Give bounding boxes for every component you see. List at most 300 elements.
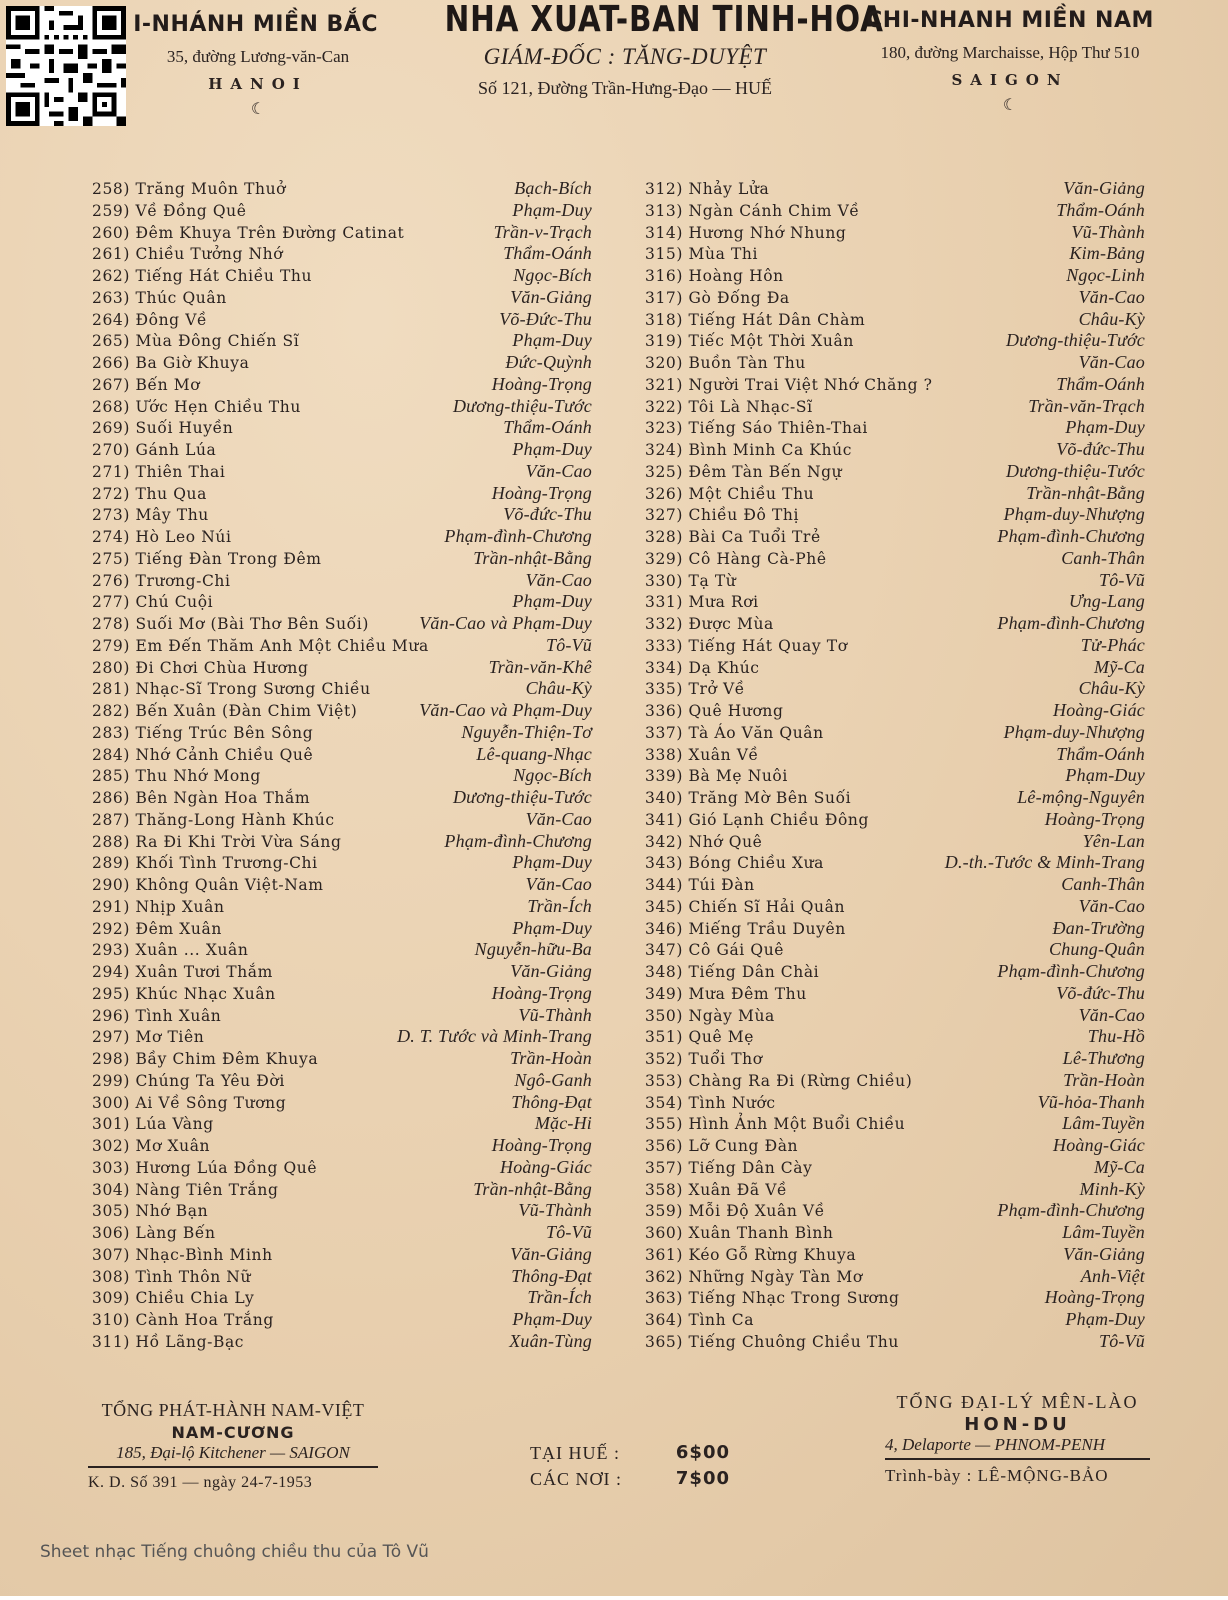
song-author: Thu-Hồ xyxy=(1087,1026,1145,1047)
song-title: 278) Suối Mơ (Bài Thơ Bên Suối) xyxy=(92,615,369,633)
song-title: 328) Bài Ca Tuổi Trẻ xyxy=(645,528,821,546)
song-title: 321) Người Trai Việt Nhớ Chăng ? xyxy=(645,375,933,394)
song-row xyxy=(645,417,1145,439)
song-title: 310) Cành Hoa Trắng xyxy=(92,1311,274,1329)
song-title: 330) Tạ Từ xyxy=(645,571,737,590)
song-author: Võ-Đức-Thu xyxy=(499,308,592,329)
song-author: Hoàng-Trọng xyxy=(491,373,592,394)
song-author: Mỹ-Ca xyxy=(1094,656,1145,677)
song-title: 309) Chiều Chia Ly xyxy=(92,1289,255,1308)
song-author: Phạm-Duy xyxy=(1065,417,1145,438)
song-title: 308) Tình Thôn Nữ xyxy=(92,1267,252,1286)
song-title: 271) Thiên Thai xyxy=(92,462,226,481)
song-row xyxy=(645,613,1145,635)
song-title: 358) Xuân Đã Về xyxy=(645,1180,788,1199)
song-author: Minh-Kỳ xyxy=(1079,1178,1145,1199)
song-title: 305) Nhớ Bạn xyxy=(92,1202,209,1221)
song-author: Trần-Hoàn xyxy=(1063,1069,1145,1090)
song-title: 285) Thu Nhớ Mong xyxy=(92,767,261,786)
song-author: Phạm-đình-Chương xyxy=(444,526,592,546)
song-row xyxy=(92,939,592,961)
song-row xyxy=(92,635,592,657)
song-author: Phạm-Duy xyxy=(512,591,592,612)
song-row xyxy=(645,678,1145,700)
song-row xyxy=(645,439,1145,461)
song-author: Phạm-Duy xyxy=(1065,1309,1145,1329)
song-row xyxy=(92,983,592,1005)
song-row xyxy=(645,722,1145,744)
distributor-block xyxy=(88,1400,378,1492)
song-title: 315) Mùa Thi xyxy=(645,245,759,264)
song-author: Văn-Giảng xyxy=(510,286,592,307)
song-row xyxy=(645,896,1145,918)
qr-code[interactable] xyxy=(6,6,126,126)
song-title: 282) Bến Xuân (Đàn Chim Việt) xyxy=(92,702,358,720)
song-row xyxy=(92,1200,592,1222)
song-row xyxy=(92,722,592,744)
song-title: 337) Tà Áo Văn Quân xyxy=(645,723,824,742)
agent-block xyxy=(885,1392,1150,1486)
song-title: 266) Ba Giờ Khuya xyxy=(92,354,250,372)
song-author: Văn-Cao xyxy=(1078,286,1145,307)
song-title: 344) Túi Đàn xyxy=(645,876,755,894)
song-title: 273) Mây Thu xyxy=(92,506,209,525)
song-author: Phạm-đình-Chương xyxy=(997,613,1145,633)
song-author: Châu-Kỳ xyxy=(525,678,592,699)
song-title: 346) Miếng Trầu Duyên xyxy=(645,919,846,938)
song-author: Hoàng-Trọng xyxy=(491,1135,592,1155)
song-title: 350) Ngày Mùa xyxy=(645,1006,775,1025)
song-row xyxy=(645,287,1145,309)
song-title: 311) Hồ Lãng-Bạc xyxy=(92,1332,245,1351)
song-row xyxy=(645,178,1145,200)
song-title: 353) Chàng Ra Đi (Rừng Chiều) xyxy=(645,1071,913,1090)
song-author: Đức-Quỳnh xyxy=(505,352,592,372)
song-row xyxy=(92,287,592,309)
crescent-icon: ☾ xyxy=(250,99,266,118)
song-title: 336) Quê Hương xyxy=(645,702,784,720)
song-author: Nguyễn-Thiện-Tơ xyxy=(461,721,592,742)
song-author: Vũ-Thành xyxy=(518,1200,592,1221)
song-row xyxy=(92,1309,592,1331)
song-title: 288) Ra Đi Khi Trời Vừa Sáng xyxy=(92,832,342,851)
song-title: 365) Tiếng Chuông Chiều Thu xyxy=(645,1332,899,1351)
song-title: 341) Gió Lạnh Chiều Đông xyxy=(645,810,869,829)
song-row xyxy=(92,613,592,635)
song-author: Ngô-Ganh xyxy=(514,1069,592,1090)
song-title: 326) Một Chiều Thu xyxy=(645,484,815,503)
song-author: Văn-Cao xyxy=(525,808,592,829)
song-title: 348) Tiếng Dân Chài xyxy=(645,963,820,981)
song-row xyxy=(645,1135,1145,1157)
song-title: 338) Xuân Về xyxy=(645,745,759,764)
song-author: Thẩm-Oánh xyxy=(1056,199,1145,220)
song-title: 316) Hoàng Hôn xyxy=(645,267,784,285)
price-value: 6$00 xyxy=(675,1442,730,1463)
song-author: Trần-Ích xyxy=(527,1287,592,1308)
song-row xyxy=(645,1113,1145,1135)
song-author: Thẩm-Oánh xyxy=(1056,373,1145,394)
song-author: Trần-nhật-Bằng xyxy=(473,1178,592,1199)
song-row xyxy=(92,765,592,787)
song-row xyxy=(645,200,1145,222)
song-row xyxy=(92,591,592,613)
song-title: 342) Nhớ Quê xyxy=(645,832,763,851)
song-title: 279) Em Đến Thăm Anh Một Chiều Mưa xyxy=(92,636,429,655)
song-author: Lê-mộng-Nguyên xyxy=(1017,787,1145,807)
song-title: 281) Nhạc-Sĩ Trong Sương Chiều xyxy=(92,680,371,699)
south-branch-title: CHI-NHANH MIỀN NAM xyxy=(866,8,1154,33)
song-row xyxy=(92,918,592,940)
song-title: 276) Trương-Chi xyxy=(92,571,231,590)
song-title: 335) Trở Về xyxy=(645,680,745,699)
song-row xyxy=(645,1331,1145,1353)
distributor-heading: TỔNG PHÁT-HÀNH NAM-VIỆT xyxy=(101,1400,365,1420)
song-author: Hoàng-Trọng xyxy=(491,482,592,503)
song-row xyxy=(92,200,592,222)
song-row xyxy=(645,483,1145,505)
song-title: 325) Đêm Tàn Bến Ngự xyxy=(645,462,843,481)
song-row xyxy=(645,1179,1145,1201)
song-author: Vũ-Thành xyxy=(518,1004,592,1025)
song-row xyxy=(645,831,1145,853)
song-title: 318) Tiếng Hát Dân Chàm xyxy=(645,310,866,329)
license-line: K. D. Số 391 — ngày 24-7-1953 xyxy=(88,1474,313,1491)
song-author: Ngọc-Linh xyxy=(1066,265,1145,285)
song-author: Nguyễn-hữu-Ba xyxy=(474,939,592,960)
song-author: Dương-thiệu-Tước xyxy=(452,395,592,416)
bottom-border xyxy=(0,1596,1228,1600)
song-author: Anh-Việt xyxy=(1080,1265,1145,1286)
song-title: 352) Tuổi Thơ xyxy=(645,1050,763,1068)
song-author: Chung-Quân xyxy=(1049,939,1145,960)
song-author: Hoàng-Trọng xyxy=(1044,1287,1145,1308)
song-author: Ngọc-Bích xyxy=(513,765,592,786)
song-title: 324) Bình Minh Ca Khúc xyxy=(645,441,852,459)
agent-heading: TỔNG ĐẠI-LÝ MÊN-LÀO xyxy=(896,1392,1139,1412)
song-title: 303) Hương Lúa Đồng Quê xyxy=(92,1158,318,1177)
song-title: 329) Cô Hàng Cà-Phê xyxy=(645,549,827,568)
song-title: 302) Mơ Xuân xyxy=(92,1137,211,1155)
song-row xyxy=(92,1244,592,1266)
song-title: 320) Buồn Tàn Thu xyxy=(645,354,806,372)
song-author: Phạm-đình-Chương xyxy=(997,1200,1145,1221)
song-title: 297) Mơ Tiên xyxy=(92,1028,205,1047)
song-author: Canh-Thân xyxy=(1061,547,1145,568)
song-row xyxy=(645,809,1145,831)
song-author: Châu-Kỳ xyxy=(1078,678,1145,699)
song-row xyxy=(92,1005,592,1027)
song-row xyxy=(645,222,1145,244)
song-author: Phạm-Duy xyxy=(512,1309,592,1329)
song-title: 312) Nhảy Lửa xyxy=(645,180,770,198)
song-author: Mặc-Hi xyxy=(534,1113,592,1134)
song-author: Vũ-Thành xyxy=(1071,221,1145,242)
song-author: Dương-thiệu-Tước xyxy=(1005,460,1145,481)
song-author: Hoàng-Giác xyxy=(1053,1135,1145,1155)
song-author: Hoàng-Trọng xyxy=(1044,808,1145,829)
song-row xyxy=(92,1092,592,1114)
song-row xyxy=(645,939,1145,961)
song-row xyxy=(645,852,1145,874)
song-author: Lê-Thương xyxy=(1062,1048,1145,1068)
song-list-left xyxy=(92,178,592,1353)
song-row xyxy=(92,1331,592,1353)
song-list-right xyxy=(645,178,1145,1353)
song-author: Tử-Phác xyxy=(1080,634,1145,655)
song-row xyxy=(92,243,592,265)
song-title: 351) Quê Mẹ xyxy=(645,1028,754,1047)
south-branch-block xyxy=(850,8,1170,114)
song-row xyxy=(92,178,592,200)
song-row xyxy=(92,809,592,831)
song-row xyxy=(645,1222,1145,1244)
song-row xyxy=(92,309,592,331)
song-title: 313) Ngàn Cánh Chim Về xyxy=(645,201,860,220)
song-author: Văn-Cao và Phạm-Duy xyxy=(419,700,592,720)
song-author: Tô-Vũ xyxy=(546,1222,592,1242)
song-title: 265) Mùa Đông Chiến Sĩ xyxy=(92,332,300,351)
song-row xyxy=(645,396,1145,418)
song-row xyxy=(645,765,1145,787)
song-author: Đan-Trường xyxy=(1052,917,1145,938)
song-row xyxy=(645,330,1145,352)
song-title: 280) Đi Chơi Chùa Hương xyxy=(92,658,309,677)
song-title: 301) Lúa Vàng xyxy=(92,1115,214,1134)
song-title: 264) Đông Về xyxy=(92,310,208,329)
song-title: 286) Bên Ngàn Hoa Thắm xyxy=(92,789,311,807)
song-title: 345) Chiến Sĩ Hải Quân xyxy=(645,897,846,916)
song-author: Văn-Giảng xyxy=(1063,1243,1145,1264)
song-author: Văn-Cao xyxy=(525,460,592,481)
song-title: 300) Ai Về Sông Tương xyxy=(92,1093,287,1112)
song-row xyxy=(92,1135,592,1157)
song-row xyxy=(92,352,592,374)
song-author: Phạm-Duy xyxy=(512,917,592,938)
song-row xyxy=(645,352,1145,374)
song-row xyxy=(645,591,1145,613)
song-author: Phạm-đình-Chương xyxy=(997,961,1145,981)
song-title: 270) Gánh Lúa xyxy=(92,441,217,459)
song-title: 258) Trăng Muôn Thuở xyxy=(92,180,287,198)
song-title: 277) Chú Cuội xyxy=(92,593,214,612)
song-author: Văn-Cao và Phạm-Duy xyxy=(419,613,592,633)
song-title: 292) Đêm Xuân xyxy=(92,919,222,938)
song-row xyxy=(645,1200,1145,1222)
song-author: Võ-đức-Thu xyxy=(503,504,592,525)
song-title: 361) Kéo Gỗ Rừng Khuya xyxy=(645,1245,857,1264)
song-author: Văn-Giảng xyxy=(1063,178,1145,198)
song-row xyxy=(92,265,592,287)
song-row xyxy=(92,396,592,418)
song-author: Kim-Bảng xyxy=(1069,243,1145,264)
song-row xyxy=(645,744,1145,766)
song-row xyxy=(92,1157,592,1179)
director-line: GIÁM-ĐỐC : TĂNG-DUYỆT xyxy=(483,44,767,69)
song-row xyxy=(645,265,1145,287)
song-row xyxy=(92,1070,592,1092)
song-title: 356) Lỡ Cung Đàn xyxy=(645,1137,799,1155)
song-row xyxy=(645,526,1145,548)
song-author: Vũ-hỏa-Thanh xyxy=(1037,1091,1145,1112)
song-row xyxy=(645,787,1145,809)
song-title: 272) Thu Qua xyxy=(92,484,207,503)
price-value: 7$00 xyxy=(675,1468,730,1489)
song-author: Xuân-Tùng xyxy=(509,1330,592,1351)
song-row xyxy=(645,570,1145,592)
song-row xyxy=(92,570,592,592)
song-author: Văn-Cao xyxy=(525,569,592,590)
song-author: Văn-Cao xyxy=(525,874,592,894)
north-branch-title: I-NHÁNH MIỀN BẮC xyxy=(133,12,378,37)
song-author: Lâm-Tuyền xyxy=(1062,1222,1145,1242)
song-title: 354) Tình Nước xyxy=(645,1093,776,1112)
publisher-address: Số 121, Đường Trần-Hưng-Đạo — HUẾ xyxy=(477,78,773,98)
song-title: 262) Tiếng Hát Chiều Thu xyxy=(92,267,313,285)
price-row-hue xyxy=(530,1440,730,1466)
song-author: Ngọc-Bích xyxy=(513,265,592,285)
song-title: 343) Bóng Chiều Xưa xyxy=(645,854,825,873)
song-title: 357) Tiếng Dân Cày xyxy=(645,1158,813,1177)
song-row xyxy=(92,439,592,461)
song-row xyxy=(645,461,1145,483)
song-title: 269) Suối Huyền xyxy=(92,419,234,438)
song-row xyxy=(92,852,592,874)
song-author: Châu-Kỳ xyxy=(1078,308,1145,329)
crescent-icon: ☾ xyxy=(1002,95,1018,114)
song-author: Phạm-đình-Chương xyxy=(444,830,592,851)
song-row xyxy=(645,374,1145,396)
song-author: Thẩm-Oánh xyxy=(503,417,592,438)
song-row xyxy=(92,744,592,766)
song-row xyxy=(92,1179,592,1201)
song-row xyxy=(92,504,592,526)
song-author: Văn-Cao xyxy=(1078,1004,1145,1025)
song-title: 289) Khối Tình Trương-Chi xyxy=(92,854,318,873)
image-caption: Sheet nhạc Tiếng chuông chiều thu của Tô Vũ xyxy=(40,1542,429,1562)
song-author: Phạm-Duy xyxy=(512,852,592,873)
price-label: CÁC NƠI : xyxy=(530,1469,623,1489)
song-author: Tô-Vũ xyxy=(546,634,592,655)
song-row xyxy=(645,1005,1145,1027)
song-row xyxy=(645,1309,1145,1331)
north-branch-address: 35, đường Lương-văn-Can xyxy=(166,47,350,66)
song-title: 322) Tôi Là Nhạc-Sĩ xyxy=(645,397,813,416)
song-row xyxy=(92,1222,592,1244)
price-block xyxy=(530,1440,730,1492)
song-author: Lâm-Tuyền xyxy=(1062,1113,1145,1134)
song-author: Phạm-duy-Nhượng xyxy=(1003,721,1145,742)
song-title: 263) Thúc Quân xyxy=(92,288,227,307)
song-row xyxy=(645,657,1145,679)
song-row xyxy=(92,1266,592,1288)
song-row xyxy=(92,483,592,505)
song-title: 363) Tiếng Nhạc Trong Sương xyxy=(645,1289,900,1308)
song-author: Văn-Cao xyxy=(1078,895,1145,916)
song-author: Tô-Vũ xyxy=(1099,1330,1145,1351)
song-author: D.-th.-Tước & Minh-Trang xyxy=(944,852,1145,873)
publisher-name: NHA XUAT-BAN TINH-HOA xyxy=(444,0,884,40)
song-row xyxy=(92,678,592,700)
song-title: 260) Đêm Khuya Trên Đường Catinat xyxy=(92,223,405,242)
song-row xyxy=(645,635,1145,657)
song-title: 339) Bà Mẹ Nuôi xyxy=(645,767,788,786)
song-author: Hoàng-Trọng xyxy=(491,982,592,1003)
song-row xyxy=(645,1026,1145,1048)
song-title: 298) Bầy Chim Đêm Khuya xyxy=(92,1050,319,1068)
song-title: 334) Dạ Khúc xyxy=(645,658,760,677)
song-title: 283) Tiếng Trúc Bên Sông xyxy=(92,723,314,742)
song-title: 268) Ước Hẹn Chiều Thu xyxy=(92,397,301,416)
song-author: Hoàng-Giác xyxy=(500,1156,592,1177)
north-branch-city: HANOI xyxy=(208,75,308,93)
song-author: Võ-đức-Thu xyxy=(1056,439,1145,459)
song-row xyxy=(92,548,592,570)
song-title: 294) Xuân Tươi Thắm xyxy=(92,963,273,981)
song-title: 323) Tiếng Sáo Thiên-Thai xyxy=(645,419,868,438)
song-row xyxy=(92,374,592,396)
song-title: 290) Không Quân Việt-Nam xyxy=(92,876,324,894)
song-title: 267) Bến Mơ xyxy=(92,375,201,394)
song-row xyxy=(92,526,592,548)
qr-code-icon xyxy=(6,6,126,126)
song-row xyxy=(92,657,592,679)
agent-address: 4, Delaporte — PHNOM-PENH xyxy=(885,1435,1150,1460)
song-row xyxy=(645,1092,1145,1114)
song-title: 293) Xuân ... Xuân xyxy=(92,941,249,960)
song-row xyxy=(645,548,1145,570)
song-title: 306) Làng Bến xyxy=(92,1224,216,1242)
song-row xyxy=(645,309,1145,331)
song-author: Trần-văn-Trạch xyxy=(1028,395,1145,416)
song-row xyxy=(92,896,592,918)
song-author: Dương-thiệu-Tước xyxy=(1005,330,1145,351)
song-row xyxy=(92,874,592,896)
song-row xyxy=(645,1157,1145,1179)
song-row xyxy=(92,787,592,809)
song-row xyxy=(645,961,1145,983)
song-title: 275) Tiếng Đàn Trong Đêm xyxy=(92,549,322,568)
song-title: 299) Chúng Ta Yêu Đời xyxy=(92,1071,285,1090)
song-author: D. T. Tước và Minh-Trang xyxy=(397,1026,592,1047)
song-author: Dương-thiệu-Tước xyxy=(452,787,592,807)
song-row xyxy=(645,918,1145,940)
song-author: Lê-quang-Nhạc xyxy=(476,743,592,764)
song-author: Văn-Cao xyxy=(1078,352,1145,372)
song-title: 304) Nàng Tiên Trắng xyxy=(92,1180,279,1199)
song-author: Yên-Lan xyxy=(1082,830,1145,851)
song-title: 319) Tiếc Một Thời Xuân xyxy=(645,332,854,351)
song-title: 291) Nhịp Xuân xyxy=(92,897,225,916)
song-author: Thông-Đạt xyxy=(511,1091,592,1112)
song-author: Trần-v-Trạch xyxy=(493,221,592,242)
song-row xyxy=(92,1287,592,1309)
song-title: 259) Về Đồng Quê xyxy=(92,201,247,220)
song-title: 331) Mưa Rơi xyxy=(645,593,759,612)
song-author: Trần-nhật-Bằng xyxy=(473,547,592,568)
distributor-name: NAM-CƯƠNG xyxy=(171,1423,295,1442)
north-branch-block xyxy=(128,12,388,118)
song-title: 362) Những Ngày Tàn Mơ xyxy=(645,1267,863,1286)
song-author: Trần-văn-Khê xyxy=(488,656,592,677)
song-title: 340) Trăng Mờ Bên Suối xyxy=(645,789,852,807)
designer-credit: Trình-bày : LÊ-MỘNG-BẢO xyxy=(885,1466,1109,1485)
south-branch-address: 180, đường Marchaisse, Hộp Thư 510 xyxy=(880,43,1140,62)
song-author: Võ-đức-Thu xyxy=(1056,982,1145,1003)
song-title: 333) Tiếng Hát Quay Tơ xyxy=(645,636,848,655)
song-title: 327) Chiều Đô Thị xyxy=(645,506,800,525)
song-row xyxy=(92,1113,592,1135)
